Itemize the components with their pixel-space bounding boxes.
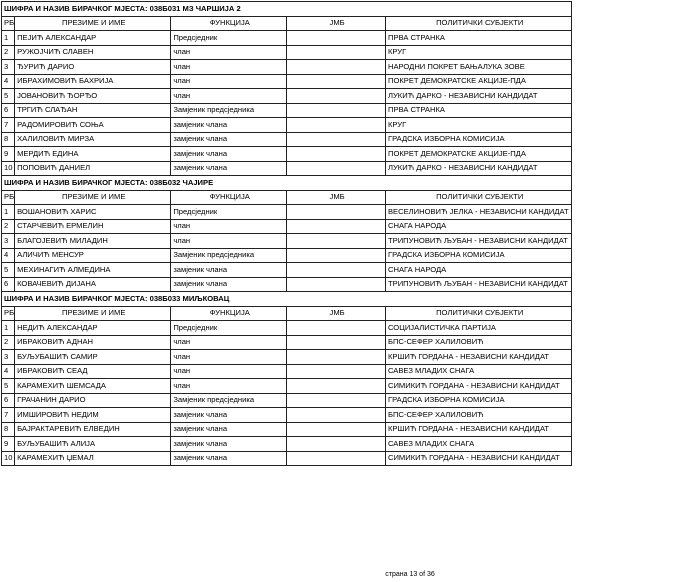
row-number: 9 [2, 147, 15, 162]
row-number: 2 [2, 219, 15, 234]
row-number: 4 [2, 248, 15, 263]
political-subject: КРУГ [385, 45, 572, 60]
table-row [2, 161, 697, 176]
political-subject: СИМИКИЋ ГОРДАНА - НЕЗАВИСНИ КАНДИДАТ [385, 451, 572, 466]
political-subject: СНАГА НАРОДА [385, 263, 572, 278]
table-row [2, 147, 697, 162]
empty-cell [572, 16, 696, 31]
row-number: 1 [2, 321, 15, 336]
row-number: 4 [2, 364, 15, 379]
empty-cell [572, 364, 696, 379]
political-subject: САВЕЗ МЛАДИХ СНАГА [385, 364, 572, 379]
section-title-row [2, 292, 697, 307]
member-name: ТРГИЋ СЛАЂАН [15, 103, 171, 118]
member-jmb-redacted [287, 31, 386, 46]
table-row [2, 118, 697, 133]
header-rb: РБ [2, 306, 15, 321]
empty-cell [572, 379, 696, 394]
member-name: КАРАМЕХИЋ ЏЕМАЛ [15, 451, 171, 466]
member-function: Предсједник [171, 31, 287, 46]
empty-cell [572, 234, 696, 249]
member-jmb-redacted [287, 74, 386, 89]
polling-committee-table [1, 1, 696, 466]
political-subject: ГРАДСКА ИЗБОРНА КОМИСИЈА [385, 132, 572, 147]
empty-cell [572, 190, 696, 205]
member-name: ЈОВАНОВИЋ ЂОРЂО [15, 89, 171, 104]
row-number: 5 [2, 263, 15, 278]
table-row [2, 74, 697, 89]
empty-cell [572, 321, 696, 336]
empty-cell [572, 248, 696, 263]
empty-cell [572, 350, 696, 365]
header-function: ФУНКЦИЈА [171, 306, 287, 321]
political-subject: СНАГА НАРОДА [385, 219, 572, 234]
member-function: замјеник члана [171, 161, 287, 176]
table-row [2, 350, 697, 365]
member-name: КОВАЧЕВИЋ ДИЈАНА [15, 277, 171, 292]
member-function: замјеник члана [171, 147, 287, 162]
member-function: замјеник члана [171, 422, 287, 437]
member-jmb-redacted [287, 350, 386, 365]
page-number: страна 13 of 36 [385, 571, 435, 578]
member-function: замјеник члана [171, 263, 287, 278]
table-row [2, 393, 697, 408]
empty-cell [572, 437, 696, 452]
table-row [2, 422, 697, 437]
empty-cell [572, 335, 696, 350]
header-name: ПРЕЗИМЕ И ИМЕ [15, 16, 171, 31]
member-name: ИБРАКОВИЋ АДНАН [15, 335, 171, 350]
column-header-row [2, 306, 697, 321]
polling-station-title: ШИФРА И НАЗИВ БИРАЧКОГ МЈЕСТА: 038Б033 МИЉКОВАЦ [2, 292, 572, 307]
header-rb: РБ [2, 190, 15, 205]
member-function: замјеник члана [171, 451, 287, 466]
empty-cell [572, 147, 696, 162]
empty-cell [572, 45, 696, 60]
header-function: ФУНКЦИЈА [171, 16, 287, 31]
political-subject: БПС-СЕФЕР ХАЛИЛОВИЋ [385, 335, 572, 350]
member-name: ВОШАНОВИЋ ХАРИС [15, 205, 171, 220]
member-jmb-redacted [287, 45, 386, 60]
member-function: члан [171, 234, 287, 249]
empty-cell [572, 161, 696, 176]
header-party: ПОЛИТИЧКИ СУБЈЕКТИ [385, 306, 572, 321]
member-jmb-redacted [287, 263, 386, 278]
member-function: замјеник члана [171, 118, 287, 133]
political-subject: СИМИКИЋ ГОРДАНА - НЕЗАВИСНИ КАНДИДАТ [385, 379, 572, 394]
empty-cell [572, 60, 696, 75]
member-jmb-redacted [287, 451, 386, 466]
political-subject: ПРВА СТРАНКА [385, 103, 572, 118]
member-function: члан [171, 379, 287, 394]
section-title-row [2, 2, 697, 17]
table-row [2, 132, 697, 147]
member-function: члан [171, 45, 287, 60]
member-name: КАРАМЕХИЋ ШЕМСАДА [15, 379, 171, 394]
member-jmb-redacted [287, 335, 386, 350]
political-subject: НАРОДНИ ПОКРЕТ БАЊАЛУКА ЗОВЕ [385, 60, 572, 75]
table-body [2, 2, 697, 466]
member-function: Замјеник предсједника [171, 248, 287, 263]
header-rb: РБ [2, 16, 15, 31]
table-row [2, 451, 697, 466]
member-name: ГРАЧАНИН ДАРИО [15, 393, 171, 408]
member-function: Предсједник [171, 205, 287, 220]
table-row [2, 89, 697, 104]
row-number: 1 [2, 31, 15, 46]
member-name: ИБРАХИМОВИЋ БАХРИЈА [15, 74, 171, 89]
empty-cell [572, 408, 696, 423]
member-function: члан [171, 74, 287, 89]
table-row [2, 437, 697, 452]
member-jmb-redacted [287, 147, 386, 162]
header-party: ПОЛИТИЧКИ СУБЈЕКТИ [385, 16, 572, 31]
political-subject: ГРАДСКА ИЗБОРНА КОМИСИЈА [385, 393, 572, 408]
member-function: замјеник члана [171, 132, 287, 147]
political-subject: ГРАДСКА ИЗБОРНА КОМИСИЈА [385, 248, 572, 263]
table-row [2, 263, 697, 278]
member-jmb-redacted [287, 132, 386, 147]
political-subject: ТРИПУНОВИЋ ЉУБАН - НЕЗАВИСНИ КАНДИДАТ [385, 234, 572, 249]
header-name: ПРЕЗИМЕ И ИМЕ [15, 306, 171, 321]
empty-cell [572, 393, 696, 408]
table-row [2, 205, 697, 220]
empty-cell [572, 89, 696, 104]
member-name: ИМШИРОВИЋ НЕДИМ [15, 408, 171, 423]
empty-cell [572, 451, 696, 466]
row-number: 5 [2, 89, 15, 104]
member-jmb-redacted [287, 118, 386, 133]
member-name: МЕРДИЋ ЕДИНА [15, 147, 171, 162]
member-name: ПЕЈИЋ АЛЕКСАНДАР [15, 31, 171, 46]
political-subject: ПОКРЕТ ДЕМОКРАТСКЕ АКЦИЈЕ-ПДА [385, 147, 572, 162]
row-number: 10 [2, 451, 15, 466]
member-jmb-redacted [287, 277, 386, 292]
table-row [2, 234, 697, 249]
row-number: 6 [2, 277, 15, 292]
member-name: РАДОМИРОВИЋ СОЊА [15, 118, 171, 133]
empty-cell [572, 74, 696, 89]
empty-cell [572, 205, 696, 220]
member-name: НЕДИЋ АЛЕКСАНДАР [15, 321, 171, 336]
member-function: Замјеник предсједника [171, 393, 287, 408]
member-name: МЕХИНАГИЋ АЛМЕДИНА [15, 263, 171, 278]
empty-cell [572, 277, 696, 292]
member-name: АЛИЧИЋ МЕНСУР [15, 248, 171, 263]
table-row [2, 45, 697, 60]
row-number: 10 [2, 161, 15, 176]
member-function: замјеник члана [171, 437, 287, 452]
row-number: 6 [2, 393, 15, 408]
empty-cell [572, 306, 696, 321]
empty-cell [572, 176, 696, 191]
member-jmb-redacted [287, 422, 386, 437]
member-jmb-redacted [287, 234, 386, 249]
row-number: 4 [2, 74, 15, 89]
political-subject: ТРИПУНОВИЋ ЉУБАН - НЕЗАВИСНИ КАНДИДАТ [385, 277, 572, 292]
member-function: Предсједник [171, 321, 287, 336]
header-jmb: ЈМБ [287, 190, 386, 205]
row-number: 8 [2, 422, 15, 437]
header-jmb: ЈМБ [287, 16, 386, 31]
row-number: 5 [2, 379, 15, 394]
member-name: БУЉУБАШИЋ САМИР [15, 350, 171, 365]
member-function: члан [171, 219, 287, 234]
table-row [2, 60, 697, 75]
member-jmb-redacted [287, 393, 386, 408]
member-jmb-redacted [287, 408, 386, 423]
political-subject: КРУГ [385, 118, 572, 133]
row-number: 9 [2, 437, 15, 452]
row-number: 1 [2, 205, 15, 220]
member-jmb-redacted [287, 161, 386, 176]
row-number: 7 [2, 408, 15, 423]
political-subject: САВЕЗ МЛАДИХ СНАГА [385, 437, 572, 452]
row-number: 2 [2, 45, 15, 60]
member-function: члан [171, 60, 287, 75]
row-number: 3 [2, 60, 15, 75]
table-row [2, 364, 697, 379]
member-name: ХАЛИЛОВИЋ МИРЗА [15, 132, 171, 147]
table-row [2, 248, 697, 263]
row-number: 2 [2, 335, 15, 350]
member-function: члан [171, 335, 287, 350]
table-row [2, 31, 697, 46]
row-number: 3 [2, 350, 15, 365]
header-name: ПРЕЗИМЕ И ИМЕ [15, 190, 171, 205]
member-name: БУЉУБАШИЋ АЛИЈА [15, 437, 171, 452]
empty-cell [572, 219, 696, 234]
member-jmb-redacted [287, 248, 386, 263]
member-function: замјеник члана [171, 277, 287, 292]
header-jmb: ЈМБ [287, 306, 386, 321]
table-row [2, 408, 697, 423]
member-jmb-redacted [287, 379, 386, 394]
member-jmb-redacted [287, 321, 386, 336]
empty-cell [572, 31, 696, 46]
member-name: ЂУРИЋ ДАРИО [15, 60, 171, 75]
member-function: замјеник члана [171, 408, 287, 423]
member-function: Замјеник предсједника [171, 103, 287, 118]
political-subject: БПС-СЕФЕР ХАЛИЛОВИЋ [385, 408, 572, 423]
empty-cell [572, 422, 696, 437]
table-row [2, 379, 697, 394]
member-name: РУЖОЈЧИЋ СЛАВЕН [15, 45, 171, 60]
header-party: ПОЛИТИЧКИ СУБЈЕКТИ [385, 190, 572, 205]
empty-cell [572, 292, 696, 307]
table-row [2, 219, 697, 234]
row-number: 3 [2, 234, 15, 249]
political-subject: ВЕСЕЛИНОВИЋ ЈЕЛКА - НЕЗАВИСНИ КАНДИДАТ [385, 205, 572, 220]
political-subject: ПОКРЕТ ДЕМОКРАТСКЕ АКЦИЈЕ-ПДА [385, 74, 572, 89]
member-jmb-redacted [287, 89, 386, 104]
member-function: члан [171, 89, 287, 104]
member-name: ПОПОВИЋ ДАНИЕЛ [15, 161, 171, 176]
member-name: СТАРЧЕВИЋ ЕРМЕЛИН [15, 219, 171, 234]
row-number: 6 [2, 103, 15, 118]
political-subject: СОЦИЈАЛИСТИЧКА ПАРТИЈА [385, 321, 572, 336]
column-header-row [2, 190, 697, 205]
political-subject: ЛУКИЋ ДАРКО - НЕЗАВИСНИ КАНДИДАТ [385, 89, 572, 104]
member-jmb-redacted [287, 205, 386, 220]
political-subject: КРШИЋ ГОРДАНА - НЕЗАВИСНИ КАНДИДАТ [385, 422, 572, 437]
table-row [2, 321, 697, 336]
empty-cell [572, 2, 696, 17]
member-name: БАЈРАКТАРЕВИЋ ЕЛВЕДИН [15, 422, 171, 437]
member-function: члан [171, 364, 287, 379]
political-subject: КРШИЋ ГОРДАНА - НЕЗАВИСНИ КАНДИДАТ [385, 350, 572, 365]
member-jmb-redacted [287, 364, 386, 379]
polling-station-title: ШИФРА И НАЗИВ БИРАЧКОГ МЈЕСТА: 038Б032 ЧАЈИРЕ [2, 176, 572, 191]
empty-cell [572, 103, 696, 118]
header-function: ФУНКЦИЈА [171, 190, 287, 205]
table-row [2, 277, 697, 292]
member-name: БЛАГОЈЕВИЋ МИЛАДИН [15, 234, 171, 249]
member-name: ИБРАКОВИЋ СЕАД [15, 364, 171, 379]
political-subject: ПРВА СТРАНКА [385, 31, 572, 46]
table-row [2, 335, 697, 350]
empty-cell [572, 132, 696, 147]
member-jmb-redacted [287, 219, 386, 234]
table-row [2, 103, 697, 118]
empty-cell [572, 118, 696, 133]
member-jmb-redacted [287, 103, 386, 118]
section-title-row [2, 176, 697, 191]
member-jmb-redacted [287, 437, 386, 452]
political-subject: ЛУКИЋ ДАРКО - НЕЗАВИСНИ КАНДИДАТ [385, 161, 572, 176]
row-number: 7 [2, 118, 15, 133]
member-function: члан [171, 350, 287, 365]
member-jmb-redacted [287, 60, 386, 75]
row-number: 8 [2, 132, 15, 147]
empty-cell [572, 263, 696, 278]
column-header-row [2, 16, 697, 31]
polling-station-title: ШИФРА И НАЗИВ БИРАЧКОГ МЈЕСТА: 038Б031 МЗ ЧАРШИЈА 2 [2, 2, 572, 17]
